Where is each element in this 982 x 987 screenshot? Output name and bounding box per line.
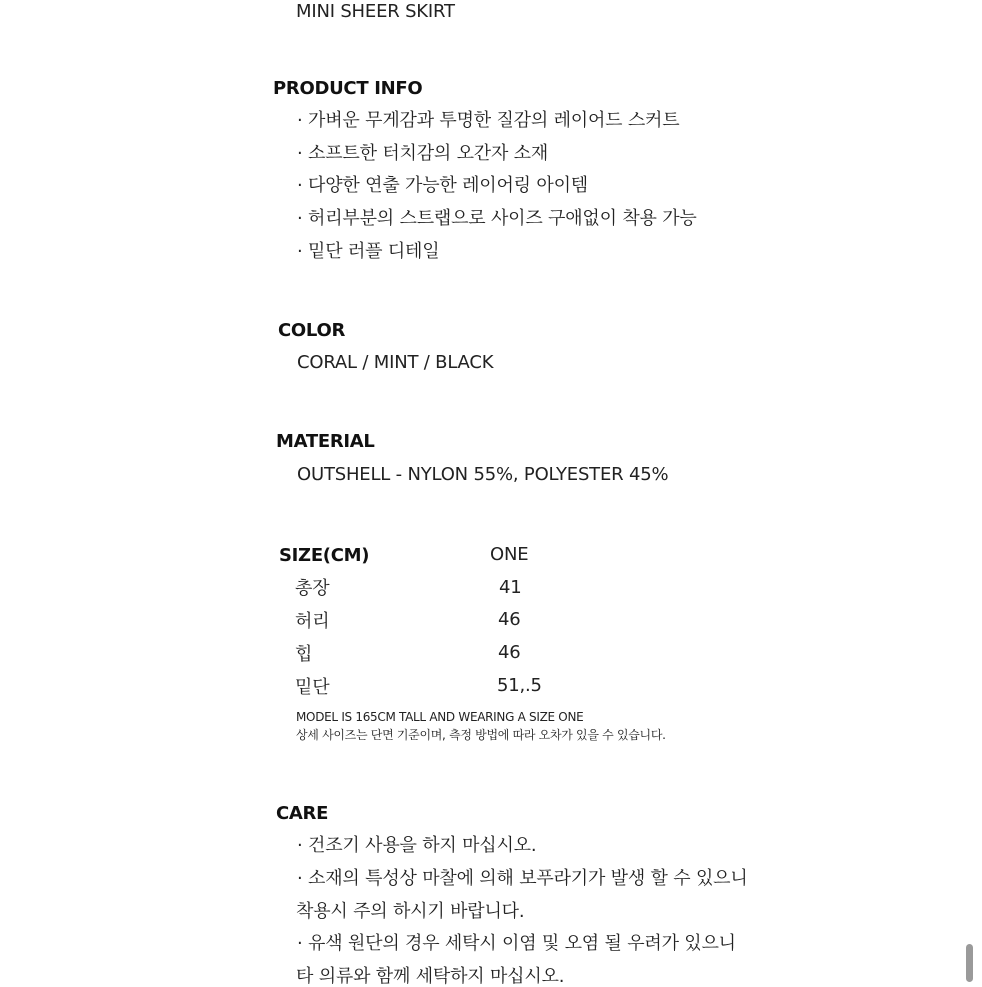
size-row-value: 46 — [498, 642, 521, 663]
size-row-label: 총장 — [295, 578, 330, 599]
size-heading: SIZE(CM) — [279, 545, 370, 566]
color-heading: COLOR — [278, 320, 346, 341]
material-heading: MATERIAL — [276, 431, 375, 452]
size-row-label: 밑단 — [295, 677, 330, 698]
product-info-heading: PRODUCT INFO — [273, 78, 423, 99]
product-info-item: · 허리부분의 스트랩으로 사이즈 구애없이 착용 가능 — [297, 208, 697, 229]
care-line: · 소재의 특성상 마찰에 의해 보푸라기가 발생 할 수 있으니 — [297, 868, 748, 889]
care-line: 착용시 주의 하시기 바랍니다. — [296, 901, 525, 922]
product-info-item: · 소프트한 터치감의 오간자 소재 — [297, 143, 549, 164]
product-name: MINI SHEER SKIRT — [296, 1, 455, 22]
size-row-value: 46 — [498, 609, 521, 630]
product-info-item: · 가벼운 무게감과 투명한 질감의 레이어드 스커트 — [297, 110, 680, 131]
size-row-label: 허리 — [295, 611, 330, 632]
care-line: 타 의류와 함께 세탁하지 마십시오. — [296, 966, 565, 987]
product-info-item: · 다양한 연출 가능한 레이어링 아이템 — [297, 175, 588, 196]
size-row-label: 힙 — [295, 644, 313, 665]
size-row-value: 51,.5 — [497, 675, 542, 696]
material-value: OUTSHELL - NYLON 55%, POLYESTER 45% — [297, 464, 669, 485]
care-line: · 건조기 사용을 하지 마십시오. — [297, 835, 537, 856]
product-info-item: · 밑단 러플 디테일 — [297, 241, 440, 262]
size-row-value: 41 — [499, 577, 522, 598]
care-line: · 유색 원단의 경우 세탁시 이염 및 오염 될 우려가 있으니 — [297, 933, 736, 954]
color-value: CORAL / MINT / BLACK — [297, 352, 494, 373]
size-column-header: ONE — [490, 544, 529, 565]
scrollbar-thumb[interactable] — [966, 944, 973, 982]
size-note-measure: 상세 사이즈는 단면 기준이며, 측정 방법에 따라 오차가 있을 수 있습니다. — [296, 728, 666, 742]
size-note-model: MODEL IS 165CM TALL AND WEARING A SIZE ONE — [296, 710, 584, 724]
care-heading: CARE — [276, 803, 329, 824]
